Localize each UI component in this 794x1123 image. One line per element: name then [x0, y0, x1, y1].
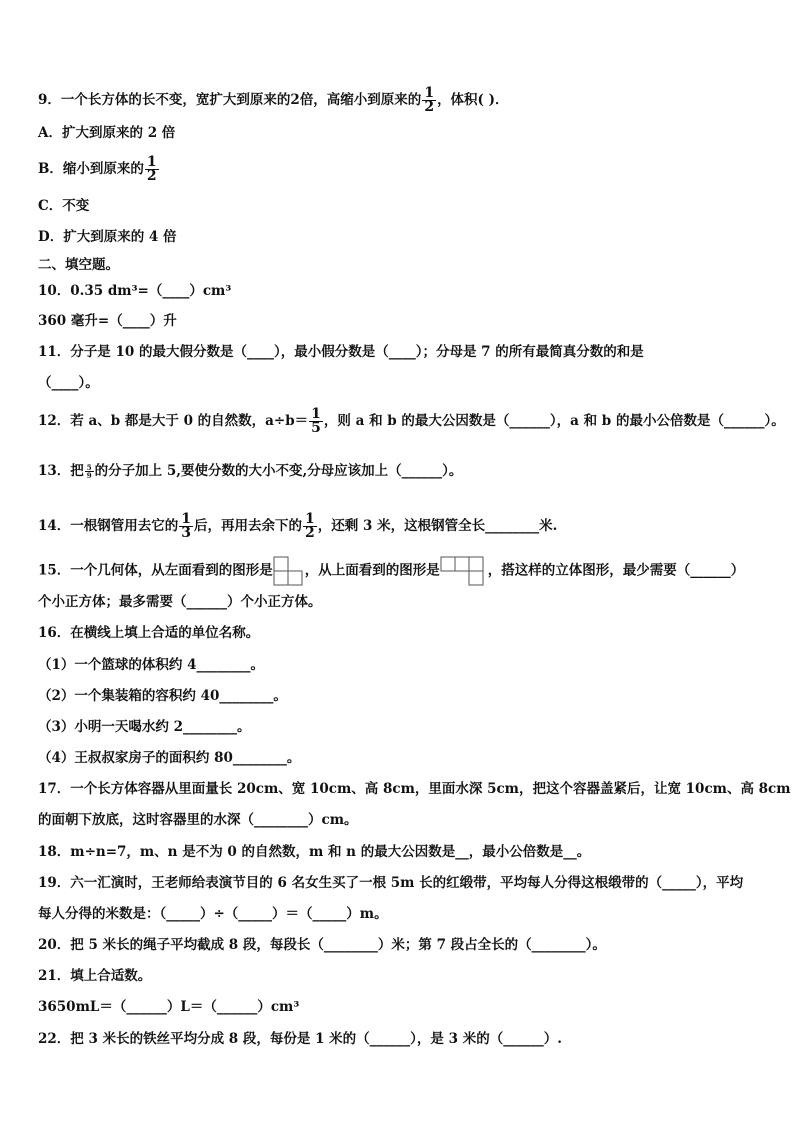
q12-text-a: 12．若 a、b 都是大于 0 的自然数，a÷b＝ — [38, 413, 309, 429]
q9-text-a: 9．一个长方体的长不变，宽扩大到原来的 — [38, 92, 291, 108]
q9-option-c[interactable] — [38, 197, 89, 215]
question-11-line1: 11．分子是 10 的最大假分数是（____），最小假分数是（____）；分母是 7 的所有最简真分数的和是 — [38, 344, 644, 360]
option-c-text: C．不变 — [38, 198, 90, 214]
question-15-line2: 个小正方体；最多需要（______）个小正方体。 — [38, 594, 322, 610]
question-16-title: 16．在横线上填上合适的单位名称。 — [38, 625, 260, 641]
q9-option-d[interactable] — [38, 228, 177, 246]
option-b-fraction — [145, 156, 159, 183]
fraction-denominator: 2 — [424, 99, 435, 115]
question-10-line1: 10．0.35 dm³=（____）cm³ — [38, 283, 232, 299]
fraction-numerator: 1 — [146, 154, 157, 170]
option-d-text: D．扩大到原来的 — [38, 229, 145, 245]
fraction-denominator: 9 — [86, 471, 92, 480]
fraction-numerator: 1 — [305, 511, 315, 527]
q13-text-a: 13．把 — [38, 463, 84, 479]
question-16-item: （2）一个集装箱的容积约 40________。 — [38, 688, 287, 704]
q13-text-b: 的分子加上 5,要使分数的大小不变,分母应该加上（______）。 — [94, 463, 463, 479]
q14-text-b: 后，再用去余下的 — [194, 518, 303, 534]
question-21-title: 21．填上合适数。 — [38, 968, 152, 984]
question-12 — [38, 408, 785, 435]
q12-text-b: ，则 a 和 b 的最大公因数是（______），a 和 b 的最小公倍数是（______）。 — [323, 413, 785, 429]
q15-text-a: 15．一个几何体，从左面看到的图形是 — [38, 562, 273, 579]
section-heading: 二、填空题。 — [38, 257, 119, 273]
fraction-denominator: 5 — [311, 420, 321, 436]
question-16-item: （3）小明一天喝水约 2________。 — [38, 719, 251, 735]
option-b-text: B．缩小到原来的 — [38, 161, 144, 177]
question-11-line2: （____）。 — [38, 375, 99, 391]
question-19-line1: 19．六一汇演时，王老师给表演节目的 6 名女生买了一根 5m 长的红缎带，平均每人分得这根缎带的（_____），平均 — [38, 875, 744, 891]
option-a-text: A．扩大到原来的 — [38, 125, 143, 141]
question-14 — [38, 513, 557, 540]
q13-fraction — [85, 464, 94, 479]
question-16-item: （4）王叔叔家房子的面积约 80________。 — [38, 750, 301, 766]
question-10-line2: 360 毫升=（____）升 — [38, 313, 177, 329]
q14-fraction-2 — [303, 513, 317, 540]
q15-text-c: ，搭这样的立体图形，最少需要（______） — [487, 562, 745, 579]
option-a-num: 2 — [147, 125, 158, 141]
q9-text-d: ，体积( )． — [437, 92, 509, 108]
question-13 — [38, 462, 462, 480]
fraction-denominator: 3 — [181, 525, 192, 541]
q14-text-c: ，还剩 3 米，这根钢管全长________米. — [317, 518, 558, 534]
q9-text-c: 倍，高缩小到原来的 — [299, 92, 422, 108]
q9-option-b[interactable] — [38, 156, 160, 183]
fraction-numerator: 1 — [181, 511, 192, 527]
question-19-line2: 每人分得的米数是：（_____）÷（_____）＝（_____）m。 — [38, 906, 388, 922]
question-16-item: （1）一个篮球的体积约 4________。 — [38, 657, 264, 673]
option-a-tail: 倍 — [161, 125, 176, 141]
question-18: 18．m÷n=7，m、n 是不为 0 的自然数，m 和 n 的最大公因数是__，最小公倍数是__。 — [38, 844, 591, 860]
fraction-numerator: 1 — [424, 85, 435, 101]
q9-num: 2 — [290, 92, 300, 108]
top-view-figure — [440, 556, 488, 586]
q15-text-b: ，从上面看到的图形是 — [304, 562, 440, 579]
fraction-denominator: 2 — [146, 168, 157, 184]
fraction-numerator: 5 — [86, 463, 92, 472]
q9-option-a[interactable] — [38, 124, 175, 142]
question-15-line1 — [38, 556, 744, 586]
fraction-denominator: 2 — [305, 525, 315, 541]
option-d-tail: 倍 — [163, 229, 177, 245]
q14-text-a: 14．一根钢管用去它的 — [38, 518, 179, 534]
question-22: 22．把 3 米长的铁丝平均分成 8 段，每份是 1 米的（______），是 3 米的（______）. — [38, 1031, 562, 1047]
question-20: 20．把 5 米长的绳子平均截成 8 段，每段长（________）米；第 7 段占全长的（________）。 — [38, 937, 606, 953]
option-d-num: 4 — [148, 229, 159, 245]
question-9-stem — [38, 87, 509, 114]
question-21-line: 3650mL＝（______）L＝（______）cm³ — [38, 999, 300, 1015]
q9-fraction — [422, 87, 436, 114]
fraction-numerator: 1 — [311, 406, 321, 422]
left-view-figure — [273, 556, 305, 586]
question-17-line2: 的面朝下放底，这时容器里的水深（________）cm。 — [38, 812, 358, 828]
q12-fraction — [309, 408, 323, 435]
q14-fraction-1 — [179, 513, 193, 540]
question-17-line1: 17．一个长方体容器从里面量长 20cm、宽 10cm、高 8cm，里面水深 5cm，把这个容器盖紧后，让宽 10cm、高 8cm — [38, 781, 791, 797]
